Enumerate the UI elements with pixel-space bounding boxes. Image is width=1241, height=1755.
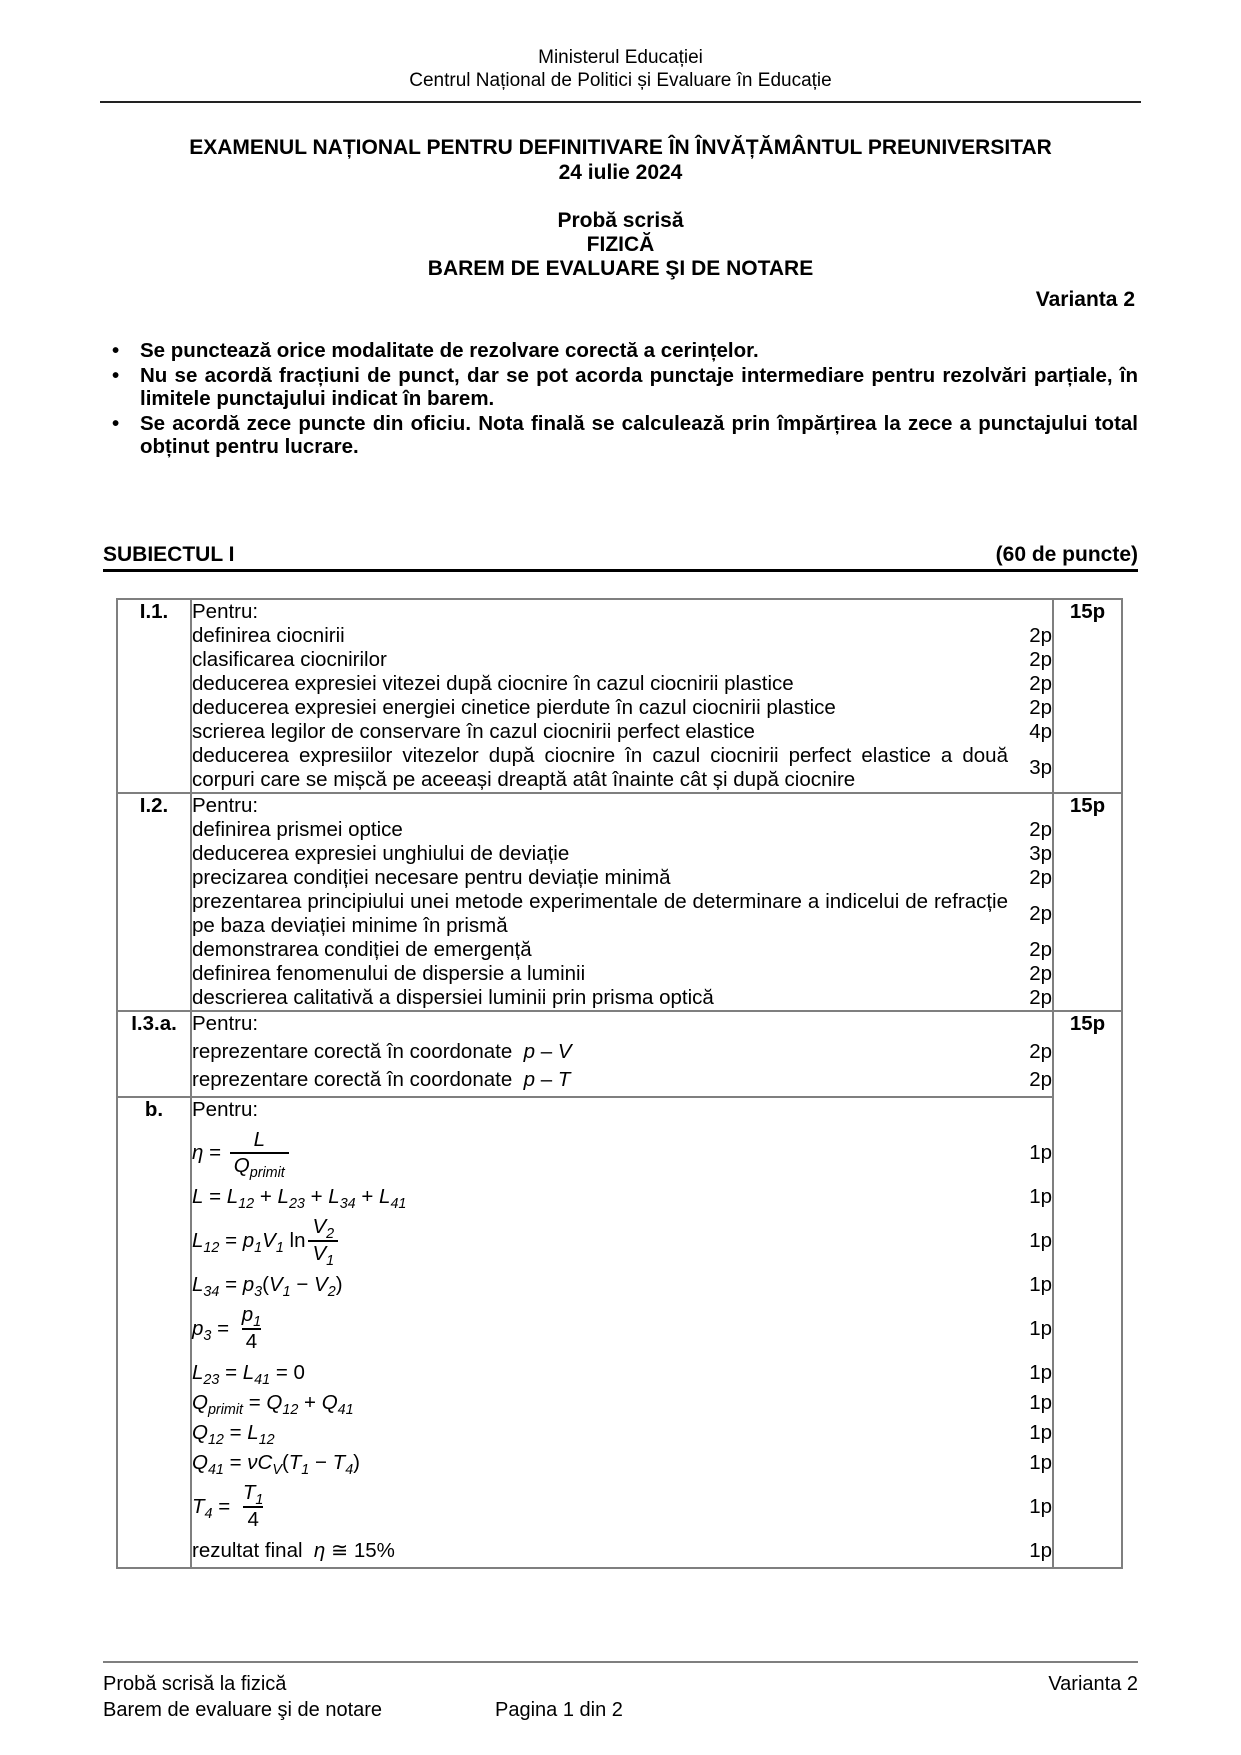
formula-variable: T — [192, 1494, 205, 1518]
item-points: 2p — [1029, 623, 1052, 647]
item-text: reprezentare corectă în coordonate p – T — [192, 1067, 571, 1091]
formula-operator: + — [254, 1185, 278, 1209]
formula-operator: = — [243, 1391, 267, 1415]
formula-operator: ≅ 15% — [325, 1539, 395, 1563]
formula-variable: Q — [266, 1391, 283, 1415]
section-title: SUBIECTUL I — [103, 542, 235, 566]
fraction-numerator — [239, 1481, 268, 1509]
rubric-item — [192, 1273, 1052, 1301]
formula-variable: p — [523, 1067, 536, 1091]
rubric-item — [192, 1068, 1052, 1092]
item-text: prezentarea principiului unei metode experimentale de determinare a indicelui de refracție pe baza deviației minime în prismă — [192, 889, 1008, 937]
formula-variable: V — [312, 1242, 327, 1266]
item-points: 1p — [1029, 1185, 1052, 1209]
item-points: 1p — [1029, 1229, 1052, 1253]
formula-subscript: 4 — [204, 1505, 213, 1522]
item-formula — [192, 1391, 354, 1419]
formula-subscript: 2 — [326, 1226, 335, 1243]
formula-subscript: 1 — [275, 1239, 284, 1256]
formula-subscript: 41 — [390, 1196, 407, 1213]
rubric-item — [192, 1481, 1052, 1533]
proba-line: Probă scrisă — [557, 209, 684, 232]
item-formula — [314, 1539, 395, 1562]
formula-operator: ) — [335, 1273, 343, 1297]
formula-variable: p — [192, 1316, 204, 1340]
item-points: 2p — [1029, 1067, 1052, 1091]
formula-subscript: primit — [207, 1402, 244, 1419]
formula-variable: V — [262, 1228, 276, 1252]
footer-row-2 — [103, 1697, 1138, 1723]
document-header — [0, 0, 1241, 92]
item-formula — [192, 1127, 292, 1182]
formula-variable: C — [257, 1451, 273, 1475]
footer-page-number: Pagina 1 din 2 — [495, 1699, 623, 1721]
formula-subscript: 3 — [254, 1284, 263, 1301]
item-points: 2p — [1029, 865, 1052, 889]
rubric-item — [192, 672, 1052, 696]
item-text: clasificarea ciocnirilor — [192, 647, 387, 671]
formula-fraction — [308, 1215, 338, 1270]
formula-subscript: 12 — [203, 1239, 220, 1256]
rubric-table — [116, 598, 1123, 1570]
formula-variable: L — [379, 1185, 391, 1209]
item-text — [192, 1273, 1018, 1301]
formula-subscript: 1 — [253, 1314, 262, 1331]
formula-variable: p — [241, 1303, 254, 1327]
formula-variable: V — [268, 1273, 283, 1297]
title-block — [0, 135, 1241, 185]
rubric-item — [192, 720, 1052, 744]
item-formula — [192, 1185, 407, 1213]
item-text: demonstrarea condiției de emergență — [192, 937, 532, 961]
header-divider — [100, 101, 1141, 103]
row-id-cell: I.2. — [117, 793, 191, 1011]
rubric-row — [117, 1011, 1122, 1097]
rubric-item — [192, 1361, 1052, 1389]
item-text — [192, 1421, 1018, 1449]
row-header-label: Pentru: — [192, 1097, 259, 1121]
rubric-item — [192, 1185, 1052, 1213]
row-header-label: Pentru: — [192, 793, 259, 817]
formula-subscript: primit — [249, 1165, 285, 1182]
formula-operator: − — [290, 1273, 315, 1297]
rubric-row — [117, 793, 1122, 1011]
rubric-item — [192, 1215, 1052, 1270]
item-formula — [192, 1303, 268, 1354]
item-formula — [192, 1451, 360, 1479]
item-text — [192, 1303, 1018, 1355]
formula-operator: = — [203, 1185, 227, 1209]
formula-variable: Q — [321, 1391, 338, 1415]
item-points: 1p — [1029, 1421, 1052, 1445]
formula-operator: = — [223, 1421, 248, 1445]
formula-operator: = — [219, 1228, 243, 1252]
intro-bullets — [103, 339, 1138, 459]
formula-subscript: 12 — [238, 1196, 255, 1213]
item-points: 2p — [1029, 1039, 1052, 1063]
formula-operator: − — [309, 1451, 333, 1475]
item-text: descrierea calitativă a dispersiei luminii prin prisma optică — [192, 985, 714, 1009]
row-id-cell: I.1. — [117, 599, 191, 793]
formula-operator: ( — [262, 1273, 269, 1297]
footer-proba: Probă scrisă la fizică — [103, 1673, 287, 1695]
formula-variable: η — [313, 1539, 326, 1563]
row-id-cell: b. — [117, 1097, 191, 1569]
formula-subscript: V — [272, 1462, 282, 1479]
section-heading — [103, 543, 1138, 572]
item-text: scrierea legilor de conservare în cazul ciocnirii perfect elastice — [192, 719, 755, 743]
formula-operator: + — [304, 1185, 329, 1209]
item-points: 2p — [1029, 647, 1052, 671]
item-text: deducerea expresiilor vitezelor după ciocnire în cazul ciocnirii perfect elastice a două corpuri care se mișcă pe aceeași dreaptă atât înainte cât și după ciocnire — [192, 743, 1008, 791]
footer-variant: Varianta 2 — [1048, 1673, 1138, 1695]
item-points: 2p — [1029, 985, 1052, 1009]
item-points: 1p — [1029, 1317, 1052, 1341]
formula-subscript: 4 — [345, 1462, 354, 1479]
formula-variable: T — [557, 1067, 571, 1091]
formula-variable: V — [314, 1273, 328, 1297]
formula-subscript: 23 — [203, 1372, 220, 1389]
formula-variable: Q — [233, 1154, 250, 1178]
formula-subscript: 34 — [203, 1284, 220, 1301]
rubric-item — [192, 648, 1052, 672]
rubric-item — [192, 1421, 1052, 1449]
item-text — [192, 1451, 1018, 1479]
total-points-cell: 15p — [1053, 793, 1122, 1011]
formula-fraction — [239, 1481, 268, 1533]
formula-variable: Q — [192, 1421, 208, 1445]
formula-subscript: 1 — [255, 1492, 264, 1509]
item-points: 3p — [1029, 755, 1052, 779]
formula-variable: L — [328, 1185, 340, 1209]
formula-subscript: 2 — [327, 1284, 336, 1301]
row-content-cell — [191, 1097, 1053, 1569]
item-points: 1p — [1029, 1141, 1052, 1165]
formula-variable: T — [242, 1481, 256, 1505]
rubric-item — [192, 986, 1052, 1010]
formula-variable: p — [242, 1273, 255, 1297]
fraction-numerator — [250, 1128, 269, 1153]
rubric-item — [192, 842, 1052, 866]
rubric-row — [117, 599, 1122, 793]
section-points: (60 de puncte) — [995, 542, 1138, 566]
formula-variable: L — [242, 1361, 255, 1385]
formula-operator: ln — [283, 1228, 306, 1252]
doc-type-line: BAREM DE EVALUARE ŞI DE NOTARE — [427, 257, 814, 280]
row-content-cell — [191, 793, 1053, 1011]
fraction-numerator — [238, 1303, 265, 1331]
formula-variable: L — [253, 1127, 265, 1151]
formula-subscript: 12 — [282, 1402, 299, 1419]
item-text — [192, 1185, 1018, 1213]
formula-operator: 4 — [245, 1330, 258, 1354]
formula-fraction — [230, 1128, 289, 1180]
center-line: Centrul Național de Politici și Evaluare în Educație — [409, 70, 832, 91]
formula-subscript: 41 — [207, 1462, 224, 1479]
rubric-item — [192, 1539, 1052, 1563]
rubric-item — [192, 744, 1052, 792]
item-formula — [192, 1481, 270, 1532]
formula-subscript: 41 — [337, 1402, 354, 1419]
rubric-item — [192, 1128, 1052, 1180]
intro-bullet: • Nu se acordă fracțiuni de punct, dar se pot acorda punctaje intermediare pentru rezolvări parțiale, în limitele punctajului indicat în barem. — [103, 364, 1138, 411]
formula-operator: = — [211, 1316, 235, 1340]
item-points: 2p — [1029, 817, 1052, 841]
exam-title: EXAMENUL NAȚIONAL PENTRU DEFINITIVARE ÎN ÎNVĂȚĂMÂNTUL PREUNIVERSITAR — [189, 136, 1052, 159]
variant-label: Varianta 2 — [1035, 288, 1135, 311]
formula-variable: L — [192, 1228, 204, 1252]
total-points-cell: 15p — [1053, 1011, 1122, 1569]
formula-operator: = — [203, 1140, 227, 1164]
item-text — [192, 1391, 1018, 1419]
item-formula — [524, 1040, 572, 1063]
item-points: 1p — [1029, 1539, 1052, 1563]
subject-line: FIZICĂ — [586, 233, 655, 256]
formula-variable: L — [277, 1185, 289, 1209]
formula-subscript: 23 — [288, 1196, 305, 1213]
row-content-cell — [191, 1011, 1053, 1097]
formula-variable: L — [192, 1185, 204, 1209]
formula-variable: V — [312, 1215, 327, 1239]
formula-variable: p — [523, 1039, 536, 1063]
item-formula — [192, 1421, 275, 1449]
formula-fraction — [238, 1303, 265, 1355]
item-points: 1p — [1029, 1451, 1052, 1475]
formula-variable: Q — [192, 1391, 208, 1415]
item-points: 1p — [1029, 1273, 1052, 1297]
rubric-row — [117, 1097, 1122, 1569]
total-points-cell: 15p — [1053, 599, 1122, 793]
formula-variable: p — [242, 1228, 255, 1252]
fraction-denominator — [242, 1328, 261, 1355]
formula-operator: = — [219, 1361, 243, 1385]
ministry-line: Ministerul Educației — [538, 47, 703, 68]
formula-operator: + — [355, 1185, 380, 1209]
fraction-denominator — [308, 1240, 338, 1270]
rubric-item — [192, 1303, 1052, 1355]
item-text: definirea ciocnirii — [192, 623, 345, 647]
formula-variable: Q — [192, 1451, 208, 1475]
formula-variable: T — [332, 1451, 346, 1475]
formula-variable: η — [192, 1140, 204, 1164]
item-text: deducerea expresiei vitezei după ciocnire în cazul ciocnirii plastice — [192, 671, 794, 695]
fraction-numerator — [308, 1215, 338, 1243]
item-text — [192, 1215, 1018, 1270]
rubric-item — [192, 890, 1052, 938]
item-formula — [192, 1215, 341, 1270]
formula-subscript: 1 — [282, 1284, 291, 1301]
rubric-item — [192, 866, 1052, 890]
formula-operator: – — [535, 1039, 558, 1063]
formula-variable: L — [192, 1273, 204, 1297]
rubric-item — [192, 962, 1052, 986]
item-formula — [192, 1361, 305, 1389]
item-text: reprezentare corectă în coordonate p – V — [192, 1039, 572, 1063]
item-points: 3p — [1029, 841, 1052, 865]
formula-operator: = — [212, 1494, 236, 1518]
item-points: 2p — [1029, 901, 1052, 925]
item-formula — [192, 1273, 343, 1301]
formula-subscript: 1 — [326, 1253, 335, 1270]
intro-bullet: • Se punctează orice modalitate de rezolvare corectă a cerințelor. — [103, 339, 1138, 363]
item-text — [192, 1361, 1018, 1389]
footer-row-1 — [103, 1671, 1138, 1697]
item-text: definirea prismei optice — [192, 817, 403, 841]
fraction-denominator — [243, 1506, 262, 1533]
formula-subscript: 1 — [254, 1239, 263, 1256]
footer-divider — [103, 1661, 1138, 1663]
item-points: 4p — [1029, 719, 1052, 743]
item-points: 1p — [1029, 1495, 1052, 1519]
formula-subscript: 3 — [203, 1327, 212, 1344]
intro-bullet: • Se acordă zece puncte din oficiu. Nota finală se calculează prin împărțirea la zece a punctajului total obținut pentru lucrare. — [103, 412, 1138, 459]
formula-variable: L — [247, 1421, 259, 1445]
footer-barem: Barem de evaluare şi de notare — [103, 1699, 383, 1721]
fraction-denominator — [230, 1152, 289, 1182]
formula-operator: = — [223, 1451, 248, 1475]
formula-subscript: 41 — [254, 1372, 271, 1389]
rubric-item — [192, 1391, 1052, 1419]
formula-variable: ν — [247, 1451, 258, 1475]
item-text: precizarea condiției necesare pentru deviație minimă — [192, 865, 671, 889]
formula-operator: = — [219, 1273, 243, 1297]
formula-operator: 4 — [247, 1508, 259, 1532]
formula-operator: – — [535, 1067, 558, 1091]
item-points: 2p — [1029, 695, 1052, 719]
exam-date: 24 iulie 2024 — [558, 161, 683, 184]
item-text: deducerea expresiei energiei cinetice pierdute în cazul ciocnirii plastice — [192, 695, 836, 719]
formula-operator: + — [298, 1391, 322, 1415]
formula-subscript: 34 — [339, 1196, 356, 1213]
item-points: 2p — [1029, 671, 1052, 695]
formula-variable: L — [192, 1361, 204, 1385]
item-text: rezultat final η ≅ 15% — [192, 1539, 395, 1563]
formula-variable: T — [288, 1451, 302, 1475]
item-points: 2p — [1029, 961, 1052, 985]
row-header-label: Pentru: — [192, 1011, 259, 1035]
item-formula — [524, 1068, 571, 1091]
rubric-item — [192, 818, 1052, 842]
rubric-item — [192, 1451, 1052, 1479]
formula-subscript: 1 — [301, 1462, 310, 1479]
formula-subscript: 12 — [258, 1432, 275, 1449]
rubric-item — [192, 624, 1052, 648]
formula-operator: ( — [281, 1451, 289, 1475]
item-points: 1p — [1029, 1391, 1052, 1415]
formula-subscript: 12 — [207, 1432, 224, 1449]
item-text: definirea fenomenului de dispersie a luminii — [192, 961, 586, 985]
rubric-item — [192, 938, 1052, 962]
item-points: 1p — [1029, 1361, 1052, 1385]
formula-operator: ) — [353, 1451, 360, 1475]
formula-variable: L — [226, 1185, 239, 1209]
formula-operator: = 0 — [270, 1361, 305, 1385]
item-text — [192, 1481, 1018, 1533]
item-text — [192, 1128, 1018, 1180]
proba-block — [0, 209, 1241, 281]
item-points: 2p — [1029, 937, 1052, 961]
row-header-label: Pentru: — [192, 599, 259, 623]
rubric-item — [192, 1040, 1052, 1064]
row-id-cell: I.3.a. — [117, 1011, 191, 1097]
formula-variable: V — [557, 1039, 572, 1063]
page-footer — [103, 1661, 1138, 1723]
item-text: deducerea expresiei unghiului de deviație — [192, 841, 570, 865]
row-content-cell — [191, 599, 1053, 793]
rubric-item — [192, 696, 1052, 720]
